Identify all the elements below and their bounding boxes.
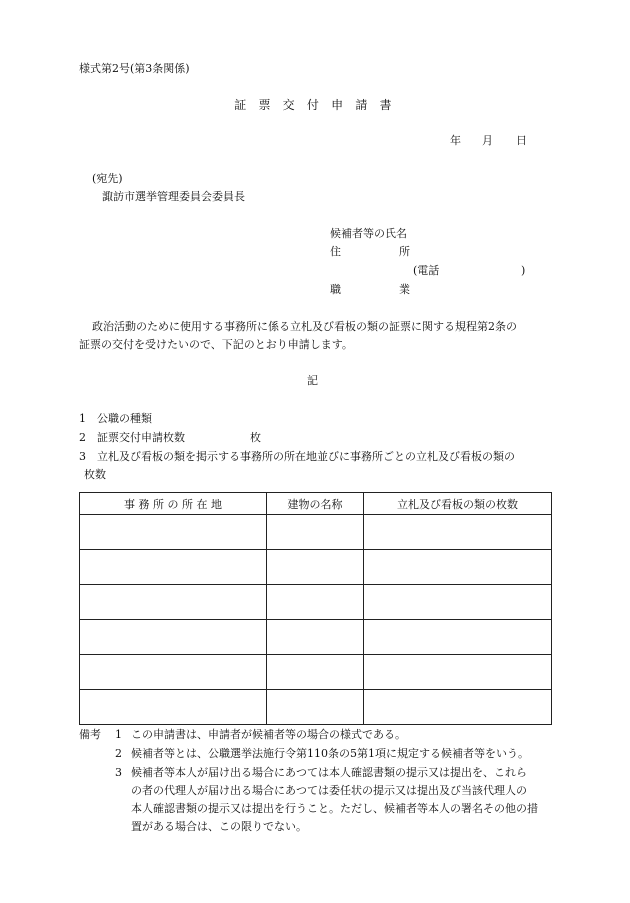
- item-2-num: 2: [79, 431, 86, 444]
- header-building-name: 建物の名称: [267, 493, 364, 515]
- table-row: [80, 515, 552, 550]
- page-title: 証 票 交 付 申 請 書: [234, 98, 396, 112]
- note-3-num: 3: [115, 766, 122, 779]
- note-3-line-1: 候補者等本人が届け出る場合にあつては本人確認書類の提示又は提出を、これら: [131, 766, 527, 779]
- body-text-line-1: 政治活動のために使用する事務所に係る立札及び看板の類の証票に関する規程第2条の: [92, 320, 517, 333]
- applicant-name-label: 候補者等の氏名: [330, 227, 407, 240]
- item-2-text: 証票交付申請枚数: [97, 431, 185, 444]
- table-cell[interactable]: [267, 620, 364, 655]
- table-cell[interactable]: [267, 515, 364, 550]
- table-cell[interactable]: [364, 550, 552, 585]
- table-row: [80, 550, 552, 585]
- header-sign-count: 立札及び看板の類の枚数: [364, 493, 552, 515]
- office-table: [79, 492, 552, 725]
- table-cell[interactable]: [80, 620, 267, 655]
- table-cell[interactable]: [364, 620, 552, 655]
- item-3-text: 立札及び看板の類を掲示する事務所の所在地並びに事務所ごとの立札及び看板の類の: [97, 450, 515, 463]
- note-3-line-2: の者の代理人が届け出る場合にあつては委任状の提示又は提出及び当該代理人の: [131, 784, 527, 797]
- table-cell[interactable]: [364, 655, 552, 690]
- notes-label: 備考: [79, 728, 101, 741]
- applicant-address-label-2: 所: [399, 245, 410, 258]
- ki-heading: 記: [307, 374, 318, 387]
- table-cell[interactable]: [364, 585, 552, 620]
- item-1-num: 1: [79, 412, 86, 425]
- note-1-num: 1: [115, 728, 122, 741]
- item-2-suffix: 枚: [250, 431, 261, 444]
- item-3-num: 3: [79, 450, 86, 463]
- applicant-job-label-2: 業: [399, 283, 410, 296]
- item-3-cont: 枚数: [84, 468, 106, 481]
- note-3-line-3: 本人確認書類の提示又は提出を行うこと。ただし、候補者等本人の署名その他の措: [131, 802, 538, 815]
- addressee-name: 諏訪市選挙管理委員会委員長: [102, 190, 245, 203]
- date-month: 月: [482, 134, 493, 147]
- table-cell[interactable]: [80, 550, 267, 585]
- table-cell[interactable]: [80, 585, 267, 620]
- table-row: [80, 585, 552, 620]
- table-cell[interactable]: [267, 585, 364, 620]
- item-1-text: 公職の種類: [97, 412, 152, 425]
- body-text-line-2: 証票の交付を受けたいので、下記のとおり申請します。: [79, 338, 353, 351]
- table-cell[interactable]: [267, 550, 364, 585]
- note-2-num: 2: [115, 747, 122, 760]
- table-row: [80, 620, 552, 655]
- note-2-line-1: 候補者等とは、公職選挙法施行令第110条の5第1項に規定する候補者等をいう。: [131, 747, 529, 760]
- applicant-job-label-1: 職: [330, 283, 341, 296]
- table-cell[interactable]: [80, 690, 267, 725]
- note-3-line-4: 置がある場合は、この限りでない。: [131, 820, 307, 833]
- table-row: [80, 655, 552, 690]
- table-cell[interactable]: [80, 515, 267, 550]
- addressee-prefix: (宛先): [92, 172, 123, 185]
- table-cell[interactable]: [364, 515, 552, 550]
- applicant-phone-open: (電話: [413, 264, 440, 277]
- table-cell[interactable]: [267, 655, 364, 690]
- header-office-location: 事 務 所 の 所 在 地: [80, 493, 267, 515]
- date-year: 年: [450, 134, 461, 147]
- table-cell[interactable]: [80, 655, 267, 690]
- applicant-address-label-1: 住: [330, 245, 341, 258]
- applicant-phone-close: ): [521, 264, 526, 277]
- note-1-line-1: この申請書は、申請者が候補者等の場合の様式である。: [131, 728, 406, 741]
- table-row: [80, 690, 552, 725]
- form-number: 様式第2号(第3条関係): [79, 62, 190, 75]
- date-day: 日: [516, 134, 527, 147]
- table-header-row: [80, 493, 552, 515]
- table-cell[interactable]: [267, 690, 364, 725]
- table-cell[interactable]: [364, 690, 552, 725]
